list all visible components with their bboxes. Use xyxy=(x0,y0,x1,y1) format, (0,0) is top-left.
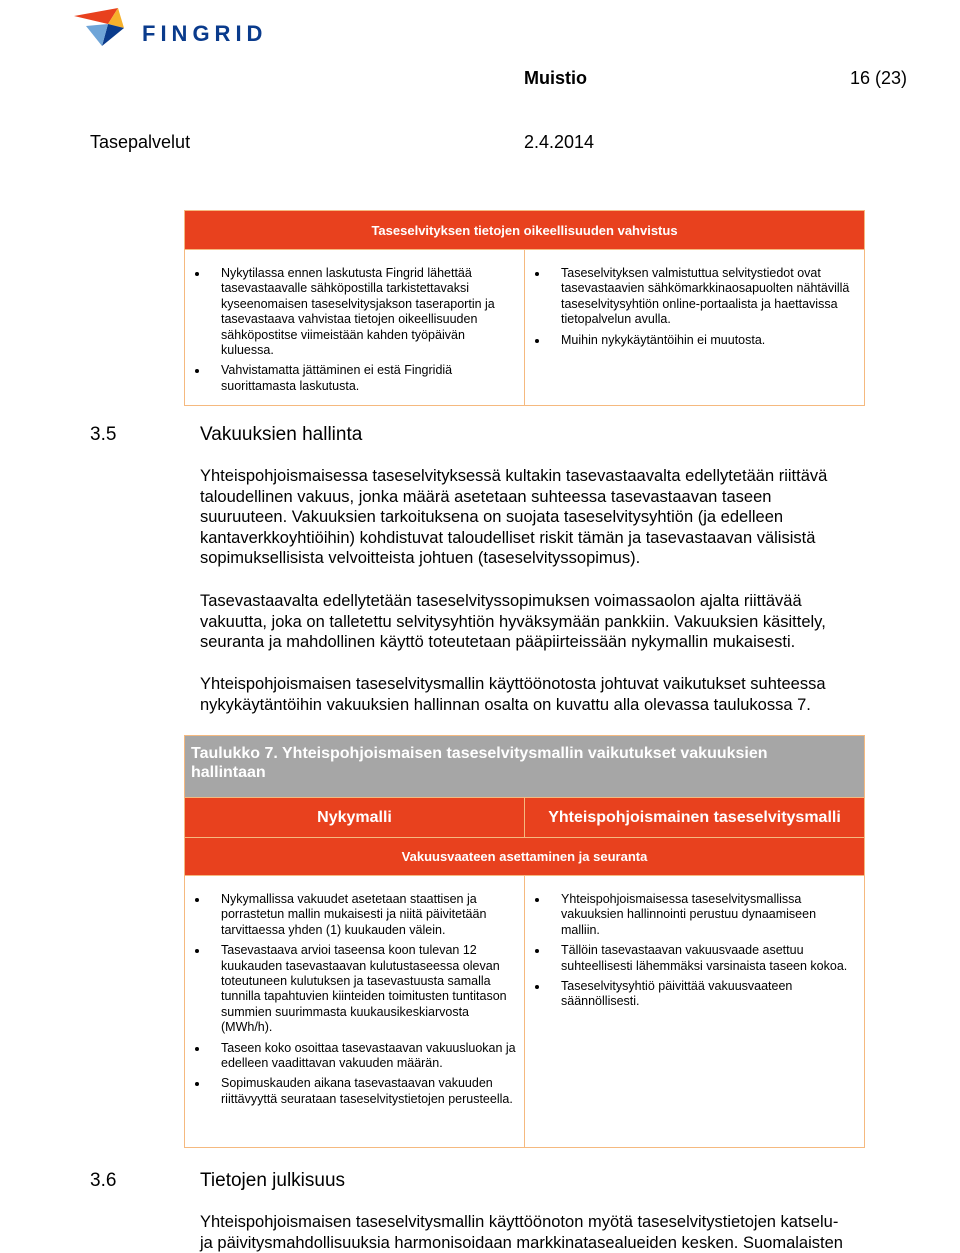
logo-wordmark: FINGRID xyxy=(142,21,268,46)
section-number: 3.6 xyxy=(90,1170,117,1191)
caption-line: Taulukko 7. Yhteispohjoismaisen taseselvitysmallin vaikutukset vakuuksien xyxy=(191,745,768,762)
table-7-caption xyxy=(185,736,865,798)
list-item: Sopimuskauden aikana tasevastaavan vakuuden riittävyyttä seurataan taseselvitystietojen perusteella. xyxy=(195,1076,516,1107)
column-header-yhteispohjoismainen: Yhteispohjoismainen taseselvitysmalli xyxy=(525,798,865,838)
text-line: nykykäytäntöihin vakuuksien hallinnan osalta on kuvattu alla olevassa taulukossa 7. xyxy=(200,695,811,714)
column-header-nykymalli: Nykymalli xyxy=(185,798,525,838)
page-number: 16 (23) xyxy=(850,68,908,88)
paragraph xyxy=(200,1212,920,1253)
section-number: 3.5 xyxy=(90,424,117,445)
text-line: kantaverkkoyhtiöihin) kohdistuvat taloudelliset riskit tämän ja tasevastaavan välisistä xyxy=(200,528,816,547)
text-line: Tasevastaavalta edellytetään taseselvityssopimuksen voimassaolon ajalta riittävää xyxy=(200,592,802,610)
text-line: Yhteispohjoismaisen taseselvitysmallin käyttöönoton myötä taseselvitystietojen katselu- xyxy=(200,1213,839,1231)
list-item: Yhteispohjoismaisessa taseselvitysmallissa vakuuksien hallinnointi perustuu dynaamiseen malliin. xyxy=(535,892,856,938)
verification-right-cell xyxy=(525,250,865,406)
list-item: Taseselvityksen valmistuttua selvitystiedot ovat tasevastaavien sähkömarkkinaosapuolten nähtävillä taseselvitysyhtiön online-portaalista ja haettavissa tietopalvelun avulla. xyxy=(535,266,856,328)
text-line: suuruuteen. Vakuuksien tarkoituksena on suojata taseselvitysyhtiön (ja edelleen xyxy=(200,508,784,527)
paragraph xyxy=(200,466,920,569)
list-item: Tasevastaava arvioi taseensa koon tulevan 12 kuukauden tasevastaavan kulutustaseessa olevan toteutuneen kulutuksen ja tasevastuusta samalla tunnilla tapahtuvien kiinteiden toimitusten tuntitason summien suurimmasta kuukausikeskiarvosta (MWh/h). xyxy=(195,943,516,1035)
table-7-left-list xyxy=(185,876,524,1118)
list-item: Vahvistamatta jättäminen ei estä Fingridiä suorittamasta laskutusta. xyxy=(195,363,516,394)
table-7-right-list xyxy=(525,876,864,1021)
department: Tasepalvelut xyxy=(90,132,191,152)
text-line: seuranta ja mahdollinen käyttö toteutetaan pääpiirteissään nykymallin mukaisesti. xyxy=(200,633,796,652)
table-7 xyxy=(184,735,865,1148)
caption-line: hallintaan xyxy=(191,764,266,781)
verification-left-list xyxy=(185,250,524,405)
text-line: Yhteispohjoismaisessa taseselvityksessä kultakin tasevastaavalta edellytetään riittävä xyxy=(200,467,828,485)
list-item: Tällöin tasevastaavan vakuusvaade asettuu suhteellisesti lähemmäksi varsinaista taseen kokoa. xyxy=(535,943,856,974)
text-line: Yhteispohjoismaisen taseselvitysmallin käyttöönotosta johtuvat vaikutukset suhteessa xyxy=(200,675,826,693)
text-line: sopimuksellisista velvoitteista johtuen (taseselvityssopimus). xyxy=(200,549,641,568)
fingrid-logo xyxy=(72,2,302,52)
section-title: Vakuuksien hallinta xyxy=(200,424,363,445)
paragraph xyxy=(200,674,920,715)
section-title: Tietojen julkisuus xyxy=(200,1170,346,1191)
list-item: Nykymallissa vakuudet asetetaan staattisen ja porrastetun mallin mukaisesti ja niitä päivitetään tarvittaessa yhden (1) kuukauden välein. xyxy=(195,892,516,938)
verification-table xyxy=(184,210,865,406)
list-item: Taseselvitysyhtiö päivittää vakuusvaateen säännöllisesti. xyxy=(535,979,856,1010)
list-item: Nykytilassa ennen laskutusta Fingrid lähettää tasevastaavalle sähköpostilla tarkistettavaksi kyseenomaisen taseselvitysjakson taseraportin ja tasevastaava vahvistaa tietojen oikeellisuuden sähköpostitse viimeistään kahden työpäivän kuluessa. xyxy=(195,266,516,358)
fingrid-logo-mark xyxy=(72,2,302,52)
table-7-subheader: Vakuusvaateen asettaminen ja seuranta xyxy=(185,838,865,876)
list-item: Muihin nykykäytäntöihin ei muutosta. xyxy=(535,333,856,348)
document-type: Muistio xyxy=(524,68,587,88)
text-line: ja päivitysmahdollisuuksia harmonisoidaan markkinatasealueiden kesken. Suomalaisten xyxy=(200,1233,843,1252)
paragraph xyxy=(200,591,920,653)
table-7-right-cell xyxy=(525,876,865,1148)
text-line: taloudellinen vakuus, jonka määrä asetetaan suhteessa tasevastaavan taseen xyxy=(200,487,772,506)
document-date: 2.4.2014 xyxy=(524,132,595,152)
verification-table-title: Taseselvityksen tietojen oikeellisuuden vahvistus xyxy=(185,211,865,250)
list-item: Taseen koko osoittaa tasevastaavan vakuusluokan ja edelleen vaadittavan vakuuden määrän. xyxy=(195,1041,516,1072)
table-7-left-cell xyxy=(185,876,525,1148)
verification-right-list xyxy=(525,250,864,359)
text-line: vakuutta, joka on talletettu selvitysyhtiön hyväksymään pankkiin. Vakuuksien käsittely, xyxy=(200,612,826,631)
verification-left-cell xyxy=(185,250,525,406)
